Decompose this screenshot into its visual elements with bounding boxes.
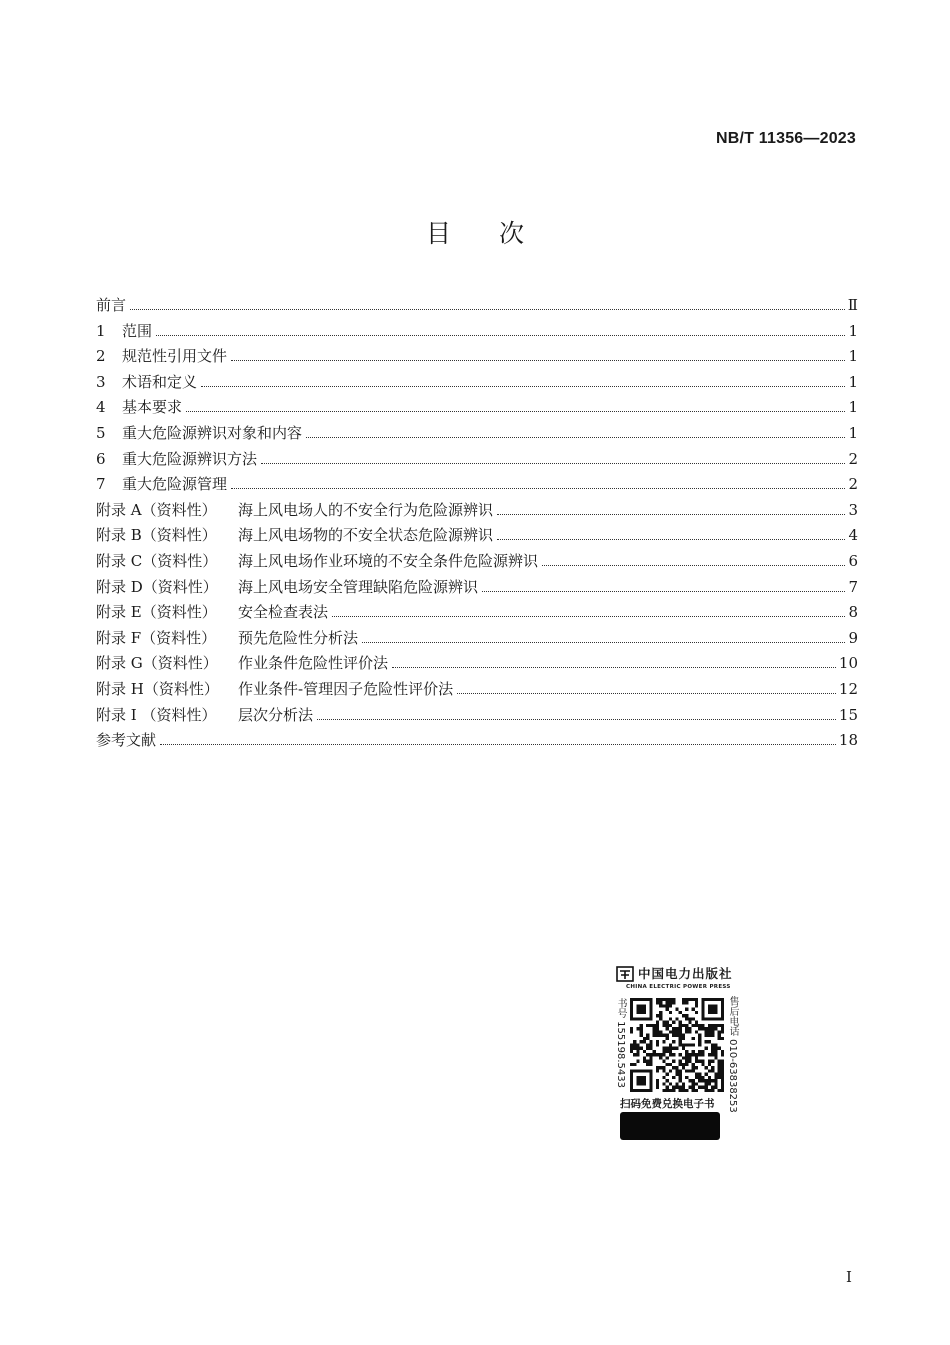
- toc-entry[interactable]: [96, 550, 858, 576]
- toc-entry-number: 2: [96, 347, 106, 366]
- toc-entry-page: 1: [848, 372, 858, 391]
- toc-entry[interactable]: [96, 448, 858, 474]
- toc-dot-leader: [231, 360, 845, 361]
- toc-dot-leader: [201, 386, 845, 387]
- toc-entry[interactable]: [96, 704, 858, 730]
- toc-dot-leader: [160, 744, 836, 745]
- toc-entry-page: 7: [848, 577, 858, 596]
- toc-entry[interactable]: [96, 601, 858, 627]
- toc-entry-title: 参考文献: [96, 731, 157, 750]
- toc-entry-title: 作业条件-管理因子危险性评价法: [238, 679, 454, 698]
- toc-entry-title: 基本要求: [122, 398, 183, 417]
- toc-dot-leader: [130, 309, 845, 310]
- toc-dot-leader: [332, 616, 845, 617]
- toc-entry-title: 海上风电场作业环境的不安全条件危险源辨识: [238, 551, 539, 570]
- toc-entry-number: 1: [96, 321, 106, 340]
- toc-entry[interactable]: [96, 371, 858, 397]
- toc-entry-annex-label: 附录 H（资料性）: [96, 679, 219, 698]
- standard-number: NB/T 11356—2023: [716, 130, 856, 147]
- toc-entry[interactable]: [96, 729, 858, 755]
- qr-block: [612, 962, 746, 1142]
- toc-entry-title: 预先危险性分析法: [238, 628, 359, 647]
- toc-entry[interactable]: [96, 678, 858, 704]
- page-number: I: [846, 1268, 852, 1286]
- toc-entry-title: 范围: [122, 321, 153, 340]
- toc-entry-page: 15: [838, 705, 858, 724]
- publisher-name-english: CHINA ELECTRIC POWER PRESS: [626, 984, 731, 990]
- toc-entry-title: 海上风电场安全管理缺陷危险源辨识: [238, 577, 479, 596]
- toc-entry-title: 海上风电场物的不安全状态危险源辨识: [238, 526, 494, 545]
- toc-dot-leader: [497, 514, 845, 515]
- toc-entry-title: 海上风电场人的不安全行为危险源辨识: [238, 500, 494, 519]
- toc-entry-page: 6: [848, 551, 858, 570]
- toc-entry-page: 12: [838, 679, 858, 698]
- sales-phone: 售后电话 010-63838253: [727, 996, 738, 1113]
- toc-entry-annex-label: 附录 C（资料性）: [96, 551, 218, 570]
- toc-dot-leader: [542, 565, 845, 566]
- toc-dot-leader: [362, 642, 845, 643]
- table-of-contents: [96, 294, 858, 755]
- toc-entry-number: 5: [96, 423, 106, 442]
- book-number: 书号 155198.5433: [615, 998, 626, 1088]
- toc-dot-leader: [306, 437, 845, 438]
- publisher-name: 中国电力出版社: [638, 966, 733, 981]
- toc-entry[interactable]: [96, 652, 858, 678]
- toc-entry-title: 重大危险源辨识对象和内容: [122, 423, 303, 442]
- toc-entry-page: 8: [848, 603, 858, 622]
- toc-entry-page: 4: [848, 526, 858, 545]
- toc-entry-page: 3: [848, 500, 858, 519]
- qr-caption: 扫码免费兑换电子书: [620, 1098, 715, 1110]
- toc-entry-title: 安全检查表法: [238, 603, 329, 622]
- toc-entry-annex-label: 附录 F（资料性）: [96, 628, 217, 647]
- toc-entry-number: 4: [96, 398, 106, 417]
- toc-entry-number: 6: [96, 449, 106, 468]
- toc-dot-leader: [497, 539, 845, 540]
- qr-code-icon[interactable]: [630, 998, 724, 1092]
- toc-entry-title: 前言: [96, 296, 127, 314]
- toc-entry-page: 18: [838, 731, 858, 750]
- toc-entry-title: 规范性引用文件: [122, 347, 228, 366]
- toc-entry-title: 重大危险源辨识方法: [122, 449, 258, 468]
- toc-entry-page: Ⅱ: [847, 296, 858, 314]
- toc-entry-annex-label: 附录 B（资料性）: [96, 526, 217, 545]
- publisher-logo-icon: [616, 966, 634, 982]
- toc-entry[interactable]: [96, 422, 858, 448]
- toc-entry-page: 10: [838, 654, 858, 673]
- toc-entry[interactable]: [96, 499, 858, 525]
- toc-entry-number: 7: [96, 475, 106, 494]
- toc-entry[interactable]: [96, 345, 858, 371]
- toc-entry[interactable]: [96, 320, 858, 346]
- toc-dot-leader: [457, 693, 836, 694]
- toc-entry-title: 作业条件危险性评价法: [238, 654, 389, 673]
- toc-entry-annex-label: 附录 G（资料性）: [96, 654, 218, 673]
- toc-dot-leader: [482, 591, 845, 592]
- toc-entry-page: 1: [848, 321, 858, 340]
- toc-entry[interactable]: [96, 524, 858, 550]
- toc-entry-title: 层次分析法: [238, 705, 314, 724]
- toc-entry[interactable]: [96, 473, 858, 499]
- toc-entry[interactable]: [96, 576, 858, 602]
- toc-entry-page: 2: [848, 475, 858, 494]
- toc-entry-annex-label: 附录 D（资料性）: [96, 577, 218, 596]
- toc-entry-page: 1: [848, 347, 858, 366]
- toc-entry[interactable]: [96, 396, 858, 422]
- redaction-bar: [620, 1112, 720, 1140]
- toc-entry-number: 3: [96, 372, 106, 391]
- toc-entry-annex-label: 附录 E（资料性）: [96, 603, 217, 622]
- toc-entry-title: 重大危险源管理: [122, 475, 228, 494]
- toc-entry-page: 1: [848, 398, 858, 417]
- toc-entry-page: 2: [848, 449, 858, 468]
- toc-dot-leader: [261, 463, 845, 464]
- toc-entry-annex-label: 附录 A（资料性）: [96, 500, 217, 519]
- toc-dot-leader: [392, 667, 836, 668]
- toc-dot-leader: [186, 411, 845, 412]
- toc-entry-page: 1: [848, 423, 858, 442]
- toc-entry[interactable]: [96, 294, 858, 320]
- toc-entry-title: 术语和定义: [122, 372, 198, 391]
- toc-dot-leader: [156, 335, 845, 336]
- toc-entry-page: 9: [848, 628, 858, 647]
- toc-title: 目次: [425, 219, 572, 248]
- toc-entry-annex-label: 附录 I （资料性）: [96, 705, 217, 724]
- toc-dot-leader: [231, 488, 845, 489]
- toc-entry[interactable]: [96, 627, 858, 653]
- toc-dot-leader: [317, 719, 836, 720]
